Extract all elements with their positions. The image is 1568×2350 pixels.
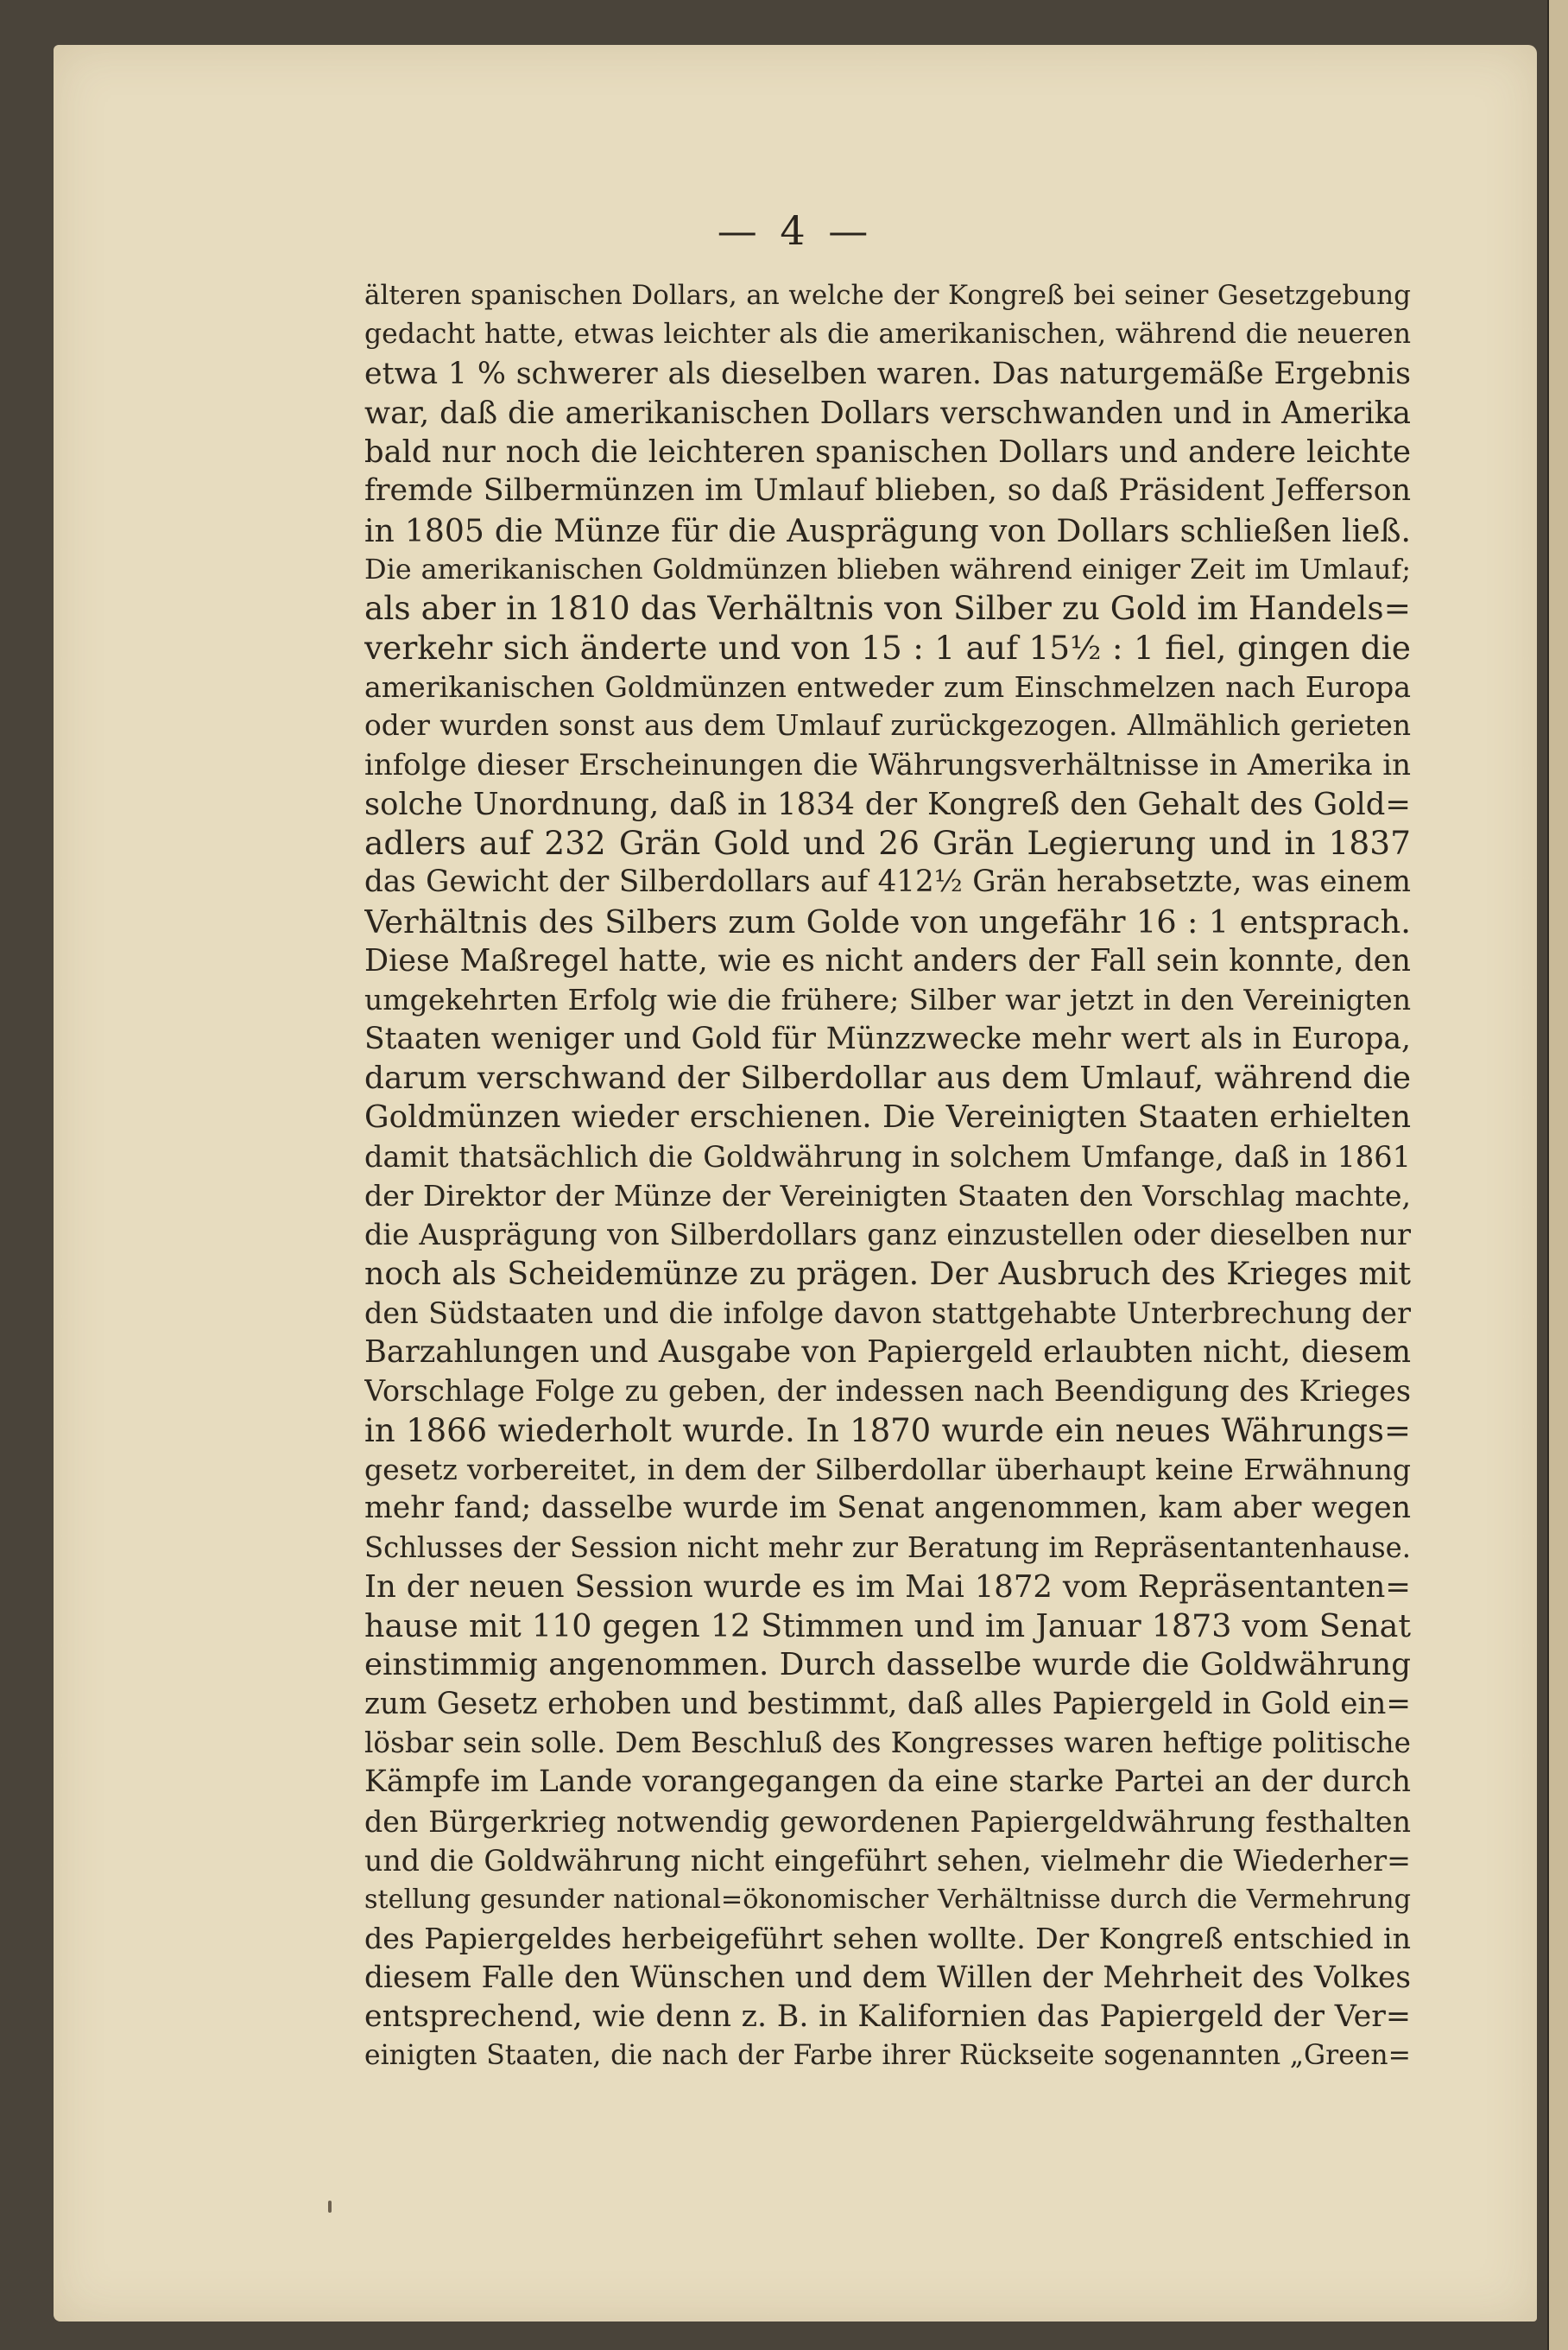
text-line: gesetz vorbereitet, in dem der Silberdollar überhaupt keine Erwähnung — [364, 1452, 1411, 1486]
text-line: Schlusses der Session nicht mehr zur Beratung im Repräsentantenhause. — [364, 1530, 1411, 1564]
text-line: gedacht hatte, etwas leichter als die amerikanischen, während die neueren — [364, 319, 1411, 351]
paper-speck — [328, 2201, 332, 2213]
text-line: lösbar sein solle. Dem Beschluß des Kongresses waren heftige politische — [364, 1726, 1411, 1759]
text-line: Diese Maßregel hatte, wie es nicht anders der Fall sein konnte, den — [364, 943, 1411, 979]
text-line: das Gewicht der Silberdollars auf 412½ Grän herabsetzte, was einem — [364, 865, 1411, 900]
text-line: einstimmig angenommen. Durch dasselbe wurde die Goldwährung — [364, 1647, 1411, 1683]
text-line: darum verschwand der Silberdollar aus dem Umlauf, während die — [364, 1060, 1411, 1096]
text-line: Vorschlage Folge zu geben, der indessen nach Beendigung des Krieges — [364, 1374, 1411, 1409]
text-line: Barzahlungen und Ausgabe von Papiergeld erlaubten nicht, diesem — [364, 1334, 1411, 1371]
adjacent-page-edge — [1547, 0, 1568, 2350]
text-line: In der neuen Session wurde es im Mai 1872 vom Repräsentanten= — [364, 1568, 1411, 1605]
text-line: der Direktor der Münze der Vereinigten Staaten den Vorschlag machte, — [364, 1178, 1411, 1213]
text-line: in 1805 die Münze für die Ausprägung von Dollars schließen ließ. — [364, 511, 1411, 549]
book-page — [54, 45, 1537, 2321]
text-line: noch als Scheidemünze zu prägen. Der Ausbruch des Krieges mit — [364, 1255, 1411, 1293]
text-line: Kämpfe im Lande vorangegangen da eine starke Partei an der durch — [364, 1764, 1411, 1800]
text-line: bald nur noch die leichteren spanischen Dollars und andere leichte — [364, 434, 1411, 471]
text-line: solche Unordnung, daß in 1834 der Kongreß den Gehalt des Gold= — [364, 786, 1411, 822]
page-number: — 4 — — [717, 207, 874, 254]
text-line: damit thatsächlich die Goldwährung in solchem Umfange, daß in 1861 — [364, 1139, 1411, 1174]
text-line: amerikanischen Goldmünzen entweder zum Einschmelzen nach Europa — [364, 669, 1411, 704]
text-line: zum Gesetz erhoben und bestimmt, daß alles Papiergeld in Gold ein= — [364, 1686, 1411, 1721]
text-line: Verhältnis des Silbers zum Golde von ungefähr 16 : 1 entsprach. — [364, 903, 1411, 941]
body-text — [364, 276, 1411, 2076]
text-line: etwa 1 % schwerer als dieselben waren. Das naturgemäße Ergebnis — [364, 356, 1411, 391]
text-line: verkehr sich änderte und von 15 : 1 auf 15½ : 1 fiel, gingen die — [364, 628, 1411, 667]
text-line: umgekehrten Erfolg wie die frühere; Silber war jetzt in den Vereinigten — [364, 983, 1411, 1017]
text-line: und die Goldwährung nicht eingeführt sehen, vielmehr die Wiederher= — [364, 1843, 1411, 1878]
text-line: diesem Falle den Wünschen und dem Willen der Mehrheit des Volkes — [364, 1960, 1411, 1995]
text-line: Die amerikanischen Goldmünzen blieben während einiger Zeit im Umlauf; — [364, 553, 1411, 586]
text-line: entsprechend, wie denn z. B. in Kalifornien das Papiergeld der Ver= — [364, 1999, 1411, 2035]
text-line: den Bürgerkrieg notwendig gewordenen Papiergeldwährung festhalten — [364, 1804, 1411, 1839]
text-line: mehr fand; dasselbe wurde im Senat angenommen, kam aber wegen — [364, 1491, 1411, 1526]
text-line: einigten Staaten, die nach der Farbe ihrer Rückseite sogenannten „Green= — [364, 2040, 1411, 2072]
text-line: älteren spanischen Dollars, an welche der Kongreß bei seiner Gesetzgebung — [364, 280, 1411, 311]
text-line: den Südstaaten und die infolge davon stattgehabte Unterbrechung der — [364, 1295, 1411, 1330]
text-line: Staaten weniger und Gold für Münzzwecke mehr wert als in Europa, — [364, 1021, 1411, 1056]
text-line: des Papiergeldes herbeigeführt sehen wollte. Der Kongreß entschied in — [364, 1922, 1411, 1956]
text-line: infolge dieser Erscheinungen die Währungsverhältnisse in Amerika in — [364, 747, 1411, 782]
text-line: hause mit 110 gegen 12 Stimmen und im Januar 1873 vom Senat — [364, 1607, 1411, 1645]
text-line: als aber in 1810 das Verhältnis von Silber zu Gold im Handels= — [364, 589, 1411, 628]
text-line: stellung gesunder national=ökonomischer Verhältnisse durch die Vermehrung — [364, 1884, 1411, 1916]
text-line: adlers auf 232 Grän Gold und 26 Grän Legierung und in 1837 — [364, 824, 1411, 863]
text-line: Goldmünzen wieder erschienen. Die Vereinigten Staaten erhielten — [364, 1099, 1411, 1136]
text-line: war, daß die amerikanischen Dollars verschwanden und in Amerika — [364, 395, 1411, 431]
text-line: fremde Silbermünzen im Umlauf blieben, so daß Präsident Jefferson — [364, 473, 1411, 509]
text-line: oder wurden sonst aus dem Umlauf zurückgezogen. Allmählich gerieten — [364, 709, 1411, 743]
text-line: die Ausprägung von Silberdollars ganz einzustellen oder dieselben nur — [364, 1218, 1411, 1252]
text-line: in 1866 wiederholt wurde. In 1870 wurde ein neues Währungs= — [364, 1411, 1411, 1449]
